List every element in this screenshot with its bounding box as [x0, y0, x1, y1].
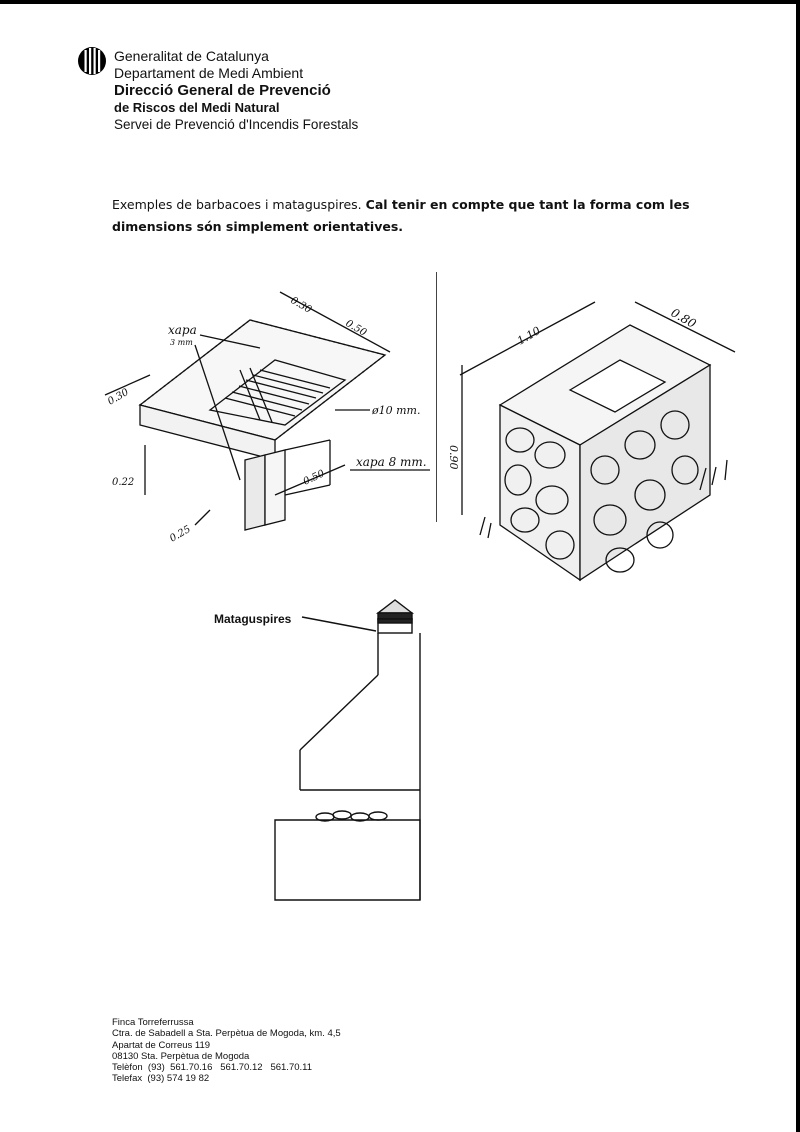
fireplace-drawing	[150, 595, 450, 915]
drawing-divider	[436, 272, 437, 522]
label-mataguspires: Mataguspires	[214, 612, 292, 626]
institution-header	[114, 48, 358, 133]
footer-line-6: Telefax (93) 574 19 82	[112, 1073, 210, 1085]
footer-line-4: 08130 Sta. Perpètua de Mogoda	[112, 1050, 250, 1062]
label-xapa-thickness: 3 mm	[170, 338, 193, 347]
footer-line-3: Apartat de Correus 119	[112, 1039, 211, 1051]
footer-line-1: Finca Torreferrussa	[112, 1017, 194, 1028]
header-line-directorate-sub: de Riscos del Medi Natural	[114, 100, 280, 115]
dim-022: 0.22	[112, 477, 135, 488]
dim-top-030: 0.30	[288, 295, 314, 316]
barbecue-grill-drawing	[100, 280, 440, 555]
label-xapa: xapa	[168, 323, 197, 337]
dim-left-030: 0.30	[106, 386, 131, 408]
dim-110: 1.10	[515, 324, 543, 348]
label-xapa-8mm: xapa 8 mm.	[356, 455, 427, 469]
header-line-directorate: Direcció General de Prevenció	[114, 82, 331, 99]
dim-025: 0.25	[168, 523, 193, 545]
header-line-government: Generalitat de Catalunya	[114, 48, 269, 64]
generalitat-logo-icon	[76, 46, 108, 76]
footer-address	[112, 1017, 341, 1085]
dim-080: 0.80	[668, 305, 699, 331]
intro-normal-text: Exemples de barbacoes i mataguspires.	[112, 197, 362, 212]
dim-bottom-050: 0.50	[301, 468, 327, 488]
footer-line-5: Telèfon (93) 561.70.16 561.70.12 561.70.11	[112, 1062, 313, 1074]
header-line-department: Departament de Medi Ambient	[114, 65, 304, 81]
dim-height: 0.90	[447, 445, 460, 470]
header-line-service: Servei de Prevenció d'Incendis Forestals	[114, 117, 359, 132]
intro-bold-text: Cal tenir en compte que tant la forma com les dimensions són simplement orientatives.	[112, 197, 690, 234]
label-diameter: ø10 mm.	[372, 404, 421, 417]
stone-barbecue-drawing	[440, 280, 760, 600]
page-border-right	[796, 0, 800, 1132]
dim-top-050: 0.50	[343, 318, 369, 339]
footer-line-2: Ctra. de Sabadell a Sta. Perpètua de Mogoda, km. 4,5	[112, 1028, 341, 1040]
intro-paragraph	[112, 194, 752, 238]
page-border-top	[0, 0, 800, 4]
